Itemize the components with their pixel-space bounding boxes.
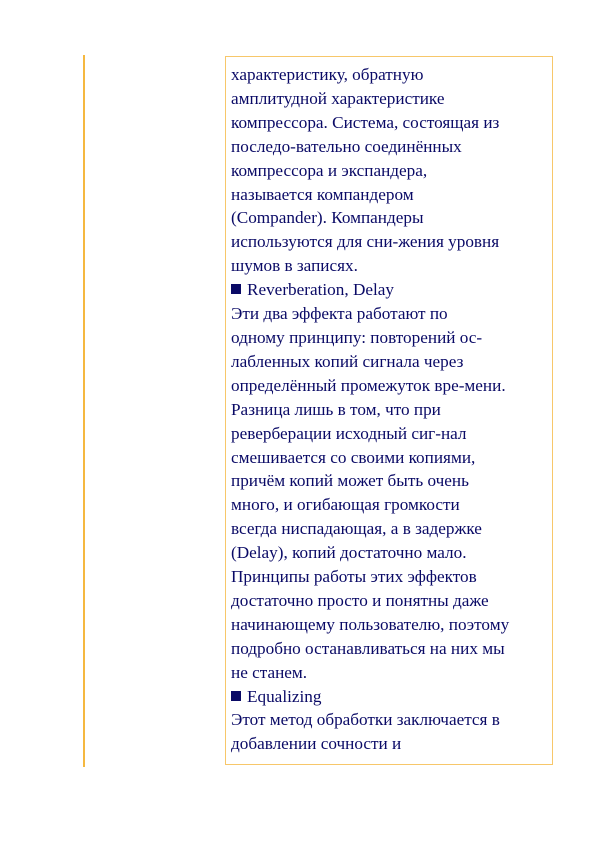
body-line: последо-вательно соединённых [231, 136, 462, 156]
body-line: не станем. [231, 662, 308, 682]
body-line: Этот метод обработки заключается в [231, 710, 500, 730]
body-line: одному принципу: повторений ос- [231, 327, 483, 347]
body-line: реверберации исходный сиг-нал [231, 423, 467, 443]
body-line: (Delay), копий достаточно мало. [231, 543, 467, 563]
section-heading-text: Equalizing [247, 686, 322, 706]
body-line: шумов в записях. [231, 256, 358, 276]
body-line: характеристику, обратную [231, 65, 424, 84]
body-line: всегда ниспадающая, а в задержке [231, 519, 482, 539]
body-line: используются для сни-жения уровня [231, 232, 500, 252]
square-bullet-icon [231, 691, 241, 701]
body-line: компрессора и экспандера, [231, 160, 428, 180]
body-line: компрессора. Система, состоящая из [231, 112, 500, 132]
text-frame [225, 56, 553, 765]
section-heading-equalizing [231, 685, 549, 709]
left-margin-rule [83, 55, 85, 767]
body-line: начинающему пользователю, поэтому [231, 614, 510, 634]
square-bullet-icon [231, 284, 241, 294]
body-line: лабленных копий сигнала через [231, 351, 464, 371]
body-line: амплитудной характеристике [231, 88, 445, 108]
body-line: подробно останавливаться на них мы [231, 638, 505, 658]
body-line: Эти два эффекта работают по [231, 304, 448, 324]
body-line: Принципы работы этих эффектов [231, 567, 477, 587]
body-line: добавлении сочности и [231, 734, 402, 754]
body-line: Разница лишь в том, что при [231, 399, 441, 419]
body-line: определённый промежуток вре-мени. [231, 375, 506, 395]
body-line: достаточно просто и понятны даже [231, 590, 489, 610]
body-line: называется компандером [231, 184, 414, 204]
body-line: смешивается со своими копиями, [231, 447, 476, 467]
body-line: много, и огибающая громкости [231, 495, 460, 515]
body-line: причём копий может быть очень [231, 471, 469, 491]
body-line: (Compander). Компандеры [231, 208, 424, 228]
section-heading-reverberation [231, 278, 549, 302]
section-heading-text: Reverberation, Delay [247, 280, 394, 300]
